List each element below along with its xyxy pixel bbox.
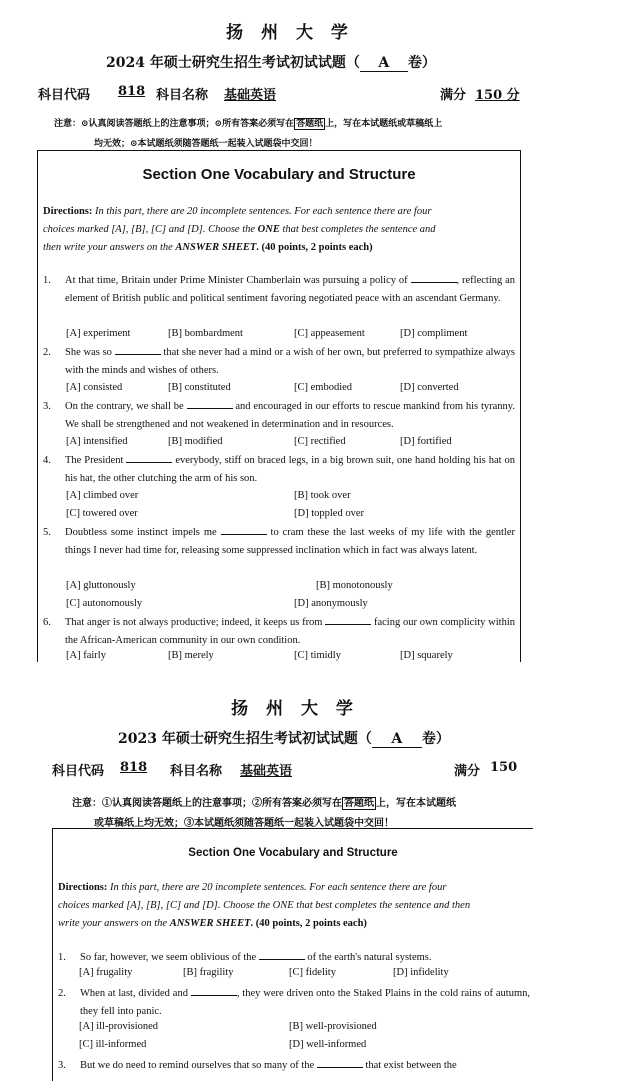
question-number: 1.	[43, 275, 51, 286]
option-b: [B] modified	[168, 436, 223, 447]
option-d: [D] infidelity	[393, 967, 449, 978]
directions-text-1: In this part, there are 20 incomplete sentences. For each sentence there are four	[95, 206, 432, 217]
option-c: [C] fidelity	[289, 967, 336, 978]
question-text-pre: But we do need to remind ourselves that so many of the	[80, 1060, 315, 1071]
notice-line-1	[72, 794, 456, 809]
question-item	[58, 1057, 530, 1075]
question-text	[65, 272, 515, 308]
notice-boxed-term: 答题纸	[344, 798, 374, 809]
question-number: 4.	[43, 455, 51, 466]
answer-blank	[325, 614, 371, 625]
directions-text-3b: . (40 points, 2 points each)	[256, 242, 373, 253]
notice-line-1	[54, 116, 442, 129]
option-b: [B] bombardment	[168, 328, 243, 339]
notice-text-1a: ①认真阅读答题纸上的注意事项；②所有答案必须写在	[102, 798, 342, 809]
option-a: [A] gluttonously	[66, 580, 136, 591]
directions-text-3b: . (40 points, 2 points each)	[250, 918, 367, 929]
question-item	[43, 452, 515, 490]
page-gap	[0, 662, 621, 690]
directions-label: Directions:	[43, 206, 93, 217]
question-text	[65, 344, 515, 380]
question-text	[65, 398, 515, 434]
directions-line-1	[58, 879, 530, 897]
paper-type: A	[360, 55, 408, 72]
option-b: [B] fragility	[183, 967, 234, 978]
question-item	[58, 949, 530, 967]
notice-line-2: 均无效；⊙本试题纸须随答题纸一起装入试题袋中交回！	[94, 139, 318, 149]
question-text	[80, 949, 530, 967]
paper-type: A	[372, 731, 422, 748]
option-a: [A] ill-provisioned	[79, 1021, 159, 1032]
exam-title	[118, 728, 450, 748]
question-item	[43, 344, 515, 382]
question-item	[43, 614, 515, 652]
question-number: 6.	[43, 617, 51, 628]
option-d: [D] toppled over	[294, 508, 364, 519]
notice-text-1a: ⊙认真阅读答题纸上的注意事项；⊙所有答案必须写在	[81, 119, 295, 129]
question-text-pre: On the contrary, we shall be	[65, 401, 184, 412]
answer-blank	[115, 344, 161, 355]
directions-line-3	[58, 915, 530, 933]
answer-blank	[187, 398, 233, 409]
option-d: [D] squarely	[400, 650, 453, 661]
directions-text-3a: write your answers on the	[58, 918, 168, 929]
option-a: [A] consisted	[66, 382, 123, 393]
subject-name: 基础英语	[224, 88, 277, 103]
question-text-post: , reflecting an element of British public and political sentiment favoring negotiated peace with an ascendant Germany.	[65, 275, 516, 304]
question-text-post: to cram these the last weeks of my life with the gentler things I never had time for, releasing some suppressed inclination which in fact was always latent.	[65, 527, 516, 556]
option-b: [B] well-provisioned	[289, 1021, 377, 1032]
exam-title-text: 2023 年硕士研究生招生考试初试试题（	[118, 731, 372, 747]
answer-blank	[221, 524, 267, 535]
question-number: 5.	[43, 527, 51, 538]
option-a: [A] frugality	[79, 967, 133, 978]
question-text-pre: That anger is not always productive; indeed, it keeps us from	[65, 617, 323, 628]
option-a: [A] experiment	[66, 328, 131, 339]
question-text	[65, 524, 515, 560]
full-score: 150 分	[475, 88, 520, 103]
university-name: 扬 州 大 学	[231, 699, 359, 719]
subject-code-label: 科目代码	[38, 88, 91, 103]
directions-line-1	[43, 203, 513, 221]
subject-code-label: 科目代码	[52, 764, 105, 779]
directions	[43, 203, 513, 257]
option-c: [C] autonomously	[66, 598, 143, 609]
option-c: [C] towered over	[66, 508, 138, 519]
answer-blank	[411, 272, 457, 283]
answer-blank	[191, 985, 237, 996]
directions-line-3	[43, 239, 513, 257]
directions-answer-sheet: ANSWER SHEET	[169, 918, 251, 929]
answer-blank	[317, 1057, 363, 1068]
question-number: 3.	[58, 1060, 66, 1071]
question-item	[43, 398, 515, 436]
directions-text-3a: then write your answers on the	[43, 242, 173, 253]
question-text-post: everybody, stiff on braced legs, in a big brown suit, one hand holding his hat on his hat, the other clutching the arm of his son.	[65, 455, 516, 484]
option-d: [D] anonymously	[294, 598, 368, 609]
option-d: [D] fortified	[400, 436, 452, 447]
option-c: [C] ill-informed	[79, 1039, 147, 1050]
directions-text-2: choices marked [A], [B], [C] and [D]. Choose the ONE that best completes the sentence and then	[58, 900, 471, 911]
option-b: [B] monotonously	[316, 580, 393, 591]
subject-name-label: 科目名称	[170, 764, 223, 779]
university-name: 扬 州 大 学	[226, 23, 354, 43]
directions-text-2a: choices marked [A], [B], [C] and [D]. Choose the	[43, 224, 256, 235]
question-text-pre: She was so	[65, 347, 112, 358]
directions-text-1: In this part, there are 20 incomplete sentences. For each sentence there are four	[110, 882, 447, 893]
exam-page-2023	[0, 690, 621, 1080]
full-score: 150	[490, 760, 518, 775]
question-text	[80, 985, 530, 1021]
answer-blank	[126, 452, 172, 463]
question-text-pre: When at last, divided and	[80, 988, 188, 999]
question-text-post: facing our own complicity within the African-American community in our own condition.	[65, 617, 516, 646]
notice-label: 注意：	[72, 798, 102, 809]
exam-title	[106, 52, 436, 72]
question-text-pre: At that time, Britain under Prime Minister Chamberlain was pursuing a policy of	[65, 275, 408, 286]
question-number: 1.	[58, 952, 66, 963]
directions	[58, 879, 530, 933]
section-title: Section One Vocabulary and Structure	[142, 166, 416, 183]
notice-label: 注意：	[54, 119, 82, 129]
option-d: [D] well-informed	[289, 1039, 367, 1050]
question-text-post: that exist between the	[365, 1060, 457, 1071]
directions-one: ONE	[257, 224, 280, 235]
option-a: [A] intensified	[66, 436, 128, 447]
full-score-label: 满分	[454, 764, 481, 779]
directions-text-2b: that best completes the sentence and	[282, 224, 436, 235]
question-frame	[37, 150, 521, 663]
question-number: 2.	[58, 988, 66, 999]
directions-line-2	[43, 221, 513, 239]
subject-code: 818	[120, 760, 148, 775]
subject-name-label: 科目名称	[156, 88, 209, 103]
option-d: [D] compliment	[400, 328, 468, 339]
option-c: [C] embodied	[294, 382, 353, 393]
option-b: [B] merely	[168, 650, 214, 661]
subject-name: 基础英语	[240, 764, 293, 779]
directions-line-2	[58, 897, 530, 915]
question-text-pre: The President	[65, 455, 124, 466]
question-item	[43, 272, 515, 328]
question-text-pre: So far, however, we seem oblivious of the	[80, 952, 257, 963]
directions-answer-sheet: ANSWER SHEET	[175, 242, 257, 253]
question-text-post: of the earth's natural systems.	[307, 952, 432, 963]
exam-title-suffix: 卷）	[421, 731, 450, 747]
notice-text-1b: 上，写在本试题纸或草稿纸上	[325, 119, 443, 129]
notice-text-1b: 上，写在本试题纸	[376, 798, 456, 809]
option-c: [C] timidly	[294, 650, 341, 661]
option-d: [D] converted	[400, 382, 459, 393]
notice-line-2: 或草稿纸上均无效；③本试题纸须随答题纸一起装入试题袋中交回！	[94, 818, 394, 829]
option-a: [A] climbed over	[66, 490, 139, 501]
section-title: Section One Vocabulary and Structure	[188, 847, 398, 859]
question-text-post: that she never had a mind or a wish of her own, but preferred to sympathize always with the minds and wishes of others.	[65, 347, 515, 376]
question-text-post: and encouraged in our efforts to rescue mankind from his tyranny. We shall be strengthened and not weakened in determination and in resources.	[65, 401, 515, 430]
question-number: 2.	[43, 347, 51, 358]
answer-blank	[259, 949, 305, 960]
question-text	[65, 614, 515, 650]
question-item	[43, 524, 515, 580]
option-c: [C] appeasement	[294, 328, 365, 339]
question-number: 3.	[43, 401, 51, 412]
question-item	[58, 985, 530, 1023]
question-text-post: , they were driven onto the Staked Plains in the cold rains of autumn, they fell into panic.	[80, 988, 530, 1017]
option-b: [B] constituted	[168, 382, 231, 393]
option-b: [B] took over	[294, 490, 351, 501]
directions-label: Directions:	[58, 882, 108, 893]
option-c: [C] rectified	[294, 436, 346, 447]
question-text	[65, 452, 515, 488]
question-text	[80, 1057, 530, 1075]
subject-code: 818	[118, 84, 146, 99]
question-text-pre: Doubtless some instinct impels me	[65, 527, 217, 538]
notice-boxed-term: 答题纸	[296, 119, 324, 129]
exam-title-text: 2024 年硕士研究生招生考试初试试题（	[106, 55, 360, 71]
option-a: [A] fairly	[66, 650, 106, 661]
question-frame	[52, 828, 533, 1081]
exam-title-suffix: 卷）	[407, 55, 436, 71]
full-score-label: 满分	[440, 88, 467, 103]
